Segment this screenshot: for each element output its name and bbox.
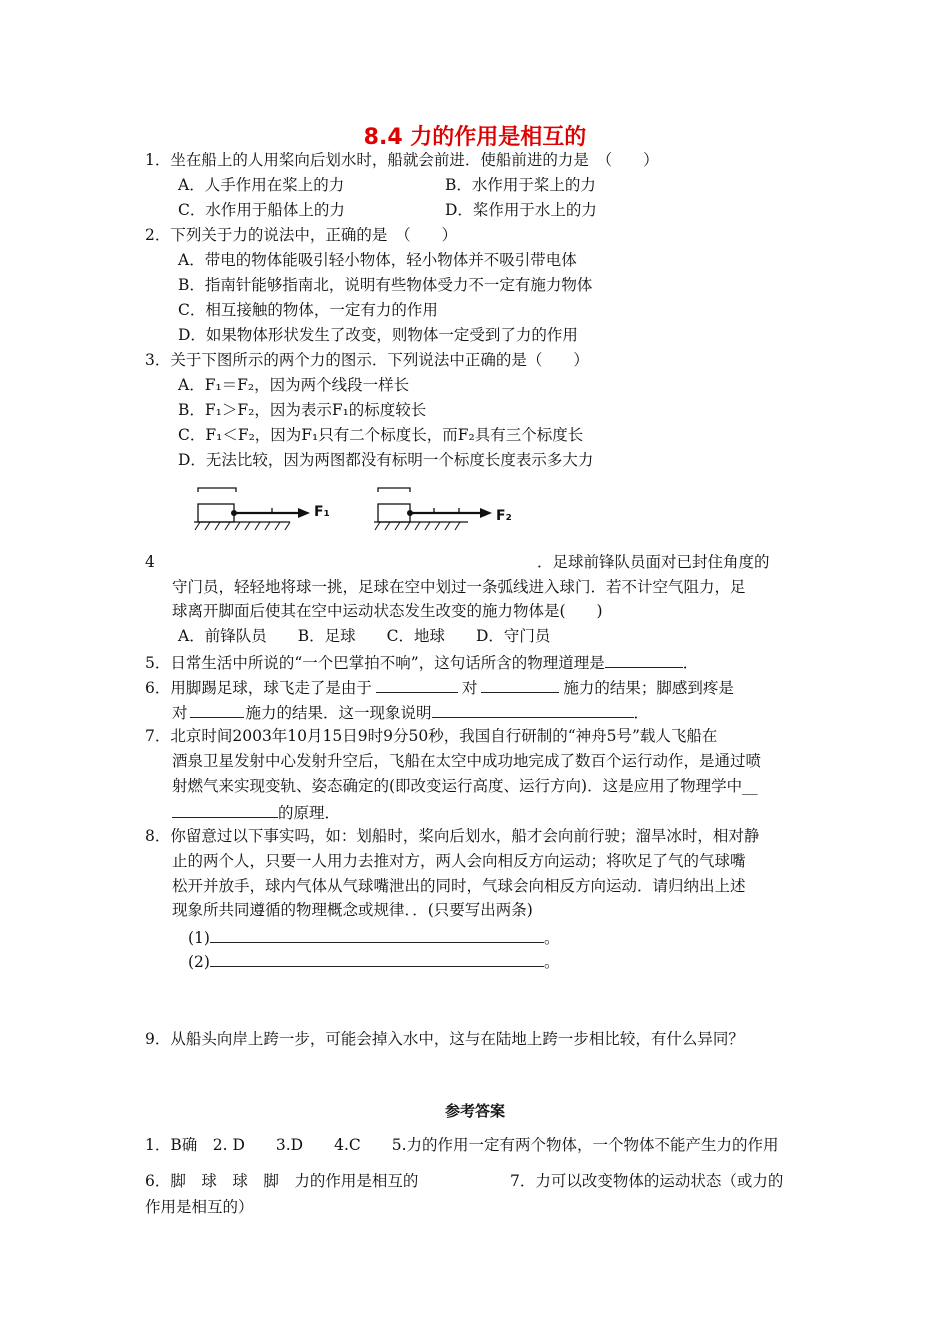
q8-line3: 松开并放手，球内气体从气球嘴泄出的同时，气球会向相反方向运动．请归纳出上述 (172, 877, 746, 895)
q8-blank1-label: (1) (188, 929, 210, 947)
f1-label: F₁ (314, 504, 330, 520)
q2-stem: 2．下列关于力的说法中，正确的是 （ ） (145, 226, 458, 244)
q8-line4: 现象所共同遵循的物理概念或规律．．(只要写出两条) (172, 901, 533, 919)
answers-line3: 作用是相互的） (145, 1198, 254, 1216)
q8-line1: 8．你留意过以下事实吗，如：划船时，桨向后划水，船才会向前行驶；溜旱冰时，相对静 (145, 827, 760, 845)
q7-line4-end: 的原理． (278, 804, 341, 822)
q5-answer-blank[interactable] (605, 651, 683, 668)
q8-blank2-period: 。 (543, 953, 560, 971)
q6-blank-4[interactable] (432, 701, 634, 718)
q8-answer-1 (188, 926, 559, 948)
force-diagram-f2 (372, 480, 532, 540)
answers-title: 参考答案 (444, 1102, 505, 1120)
q2-option-c: C．相互接触的物体，一定有力的作用 (178, 301, 438, 319)
q3-option-c: C．F₁＜F₂，因为F₁只有二个标度长，而F₂具有三个标度长 (178, 426, 584, 444)
q8-blank-1[interactable] (210, 926, 544, 943)
q4-line1: ．足球前锋队员面对已封住角度的 (537, 553, 770, 571)
q5-text: 5．日常生活中所说的“一个巴掌拍不响”，这句话所含的物理道理是 (145, 654, 605, 672)
q9-text: 9．从船头向岸上跨一步，可能会掉入水中，这与在陆地上跨一步相比较，有什么异同？ (145, 1030, 744, 1048)
q8-answer-2 (188, 950, 559, 972)
q6-part2: 对 (461, 679, 478, 697)
answers-line2b: 7．力可以改变物体的运动状态（或力的 (510, 1172, 784, 1190)
q5-end: ． (682, 654, 699, 672)
q2-option-d: D．如果物体形状发生了改变，则物体一定受到了力的作用 (178, 326, 578, 344)
q1-option-d: D．桨作用于水上的力 (445, 201, 597, 219)
q6-blank-1[interactable] (376, 676, 458, 693)
q4-options: A．前锋队员 B．足球 C．地球 D．守门员 (178, 627, 551, 645)
q8-blank2-label: (2) (188, 953, 210, 971)
q4-line2: 守门员，轻轻地将球一挑，足球在空中划过一条弧线进入球门．若不计空气阻力，足 (172, 578, 746, 596)
q4-number: 4 (145, 553, 155, 571)
answers-line1: 1．B确 2. D 3.D 4.C 5.力的作用一定有两个物体，一个物体不能产生力的作用 (145, 1136, 779, 1154)
q8-blank1-period: 。 (543, 929, 560, 947)
q6-line2 (172, 701, 649, 723)
q6-part5: 施力的结果．这一现象说明 (245, 704, 432, 722)
q1-stem: 1．坐在船上的人用桨向后划水时，船就会前进．使船前进的力是 （ ） (145, 151, 659, 169)
force-diagram-f1 (190, 480, 350, 540)
q1-option-b: B．水作用于桨上的力 (445, 176, 596, 194)
q6-part3: 施力的结果；脚感到疼是 (563, 679, 734, 697)
answers-line2a: 6．脚 球 球 脚 力的作用是相互的 (145, 1172, 419, 1190)
q8-blank-2[interactable] (210, 950, 544, 967)
q6-part4: 对 (172, 704, 188, 722)
q7-line1: 7．北京时间2003年10月15日9时9分50秒，我国自行研制的“神舟5号”载人飞船在 (145, 727, 718, 745)
q6-blank-3[interactable] (190, 701, 244, 718)
q3-option-b: B．F₁＞F₂，因为表示F₁的标度较长 (178, 401, 427, 419)
q4-line3: 球离开脚面后使其在空中运动状态发生改变的施力物体是( ) (172, 602, 603, 620)
q3-option-a: A．F₁＝F₂，因为两个线段一样长 (178, 376, 410, 394)
q6-part1: 6．用脚踢足球，球飞走了是由于 (145, 679, 372, 697)
q6-part6: ． (633, 704, 650, 722)
q7-answer-blank[interactable] (172, 801, 278, 818)
q8-line2: 止的两个人，只要一人用力去推对方，两人会向相反方向运动；将吹足了气的气球嘴 (172, 852, 746, 870)
q7-line2: 酒泉卫星发射中心发射升空后，飞船在太空中成功地完成了数百个运行动作，是通过喷 (172, 752, 762, 770)
f2-label: F₂ (496, 508, 512, 524)
q2-option-a: A．带电的物体能吸引轻小物体，轻小物体并不吸引带电体 (178, 251, 577, 269)
q3-stem: 3．关于下图所示的两个力的图示．下列说法中正确的是（ ） (145, 351, 589, 369)
q1-option-c: C．水作用于船体上的力 (178, 201, 345, 219)
q3-option-d: D．无法比较，因为两图都没有标明一个标度长度表示多大力 (178, 451, 594, 469)
q2-option-b: B．指南针能够指南北，说明有些物体受力不一定有施力物体 (178, 276, 593, 294)
q6-blank-2[interactable] (481, 676, 559, 693)
q7-line4 (172, 801, 340, 823)
q1-option-a: A．人手作用在桨上的力 (178, 176, 345, 194)
q6-line1 (145, 676, 734, 698)
page-title: 8.4 力的作用是相互的 (363, 125, 587, 150)
q5-line (145, 651, 698, 673)
q7-line3: 射燃气来实现变轨、姿态确定的(即改变运行高度、运行方向)．这是应用了物理学中__ (172, 777, 758, 795)
